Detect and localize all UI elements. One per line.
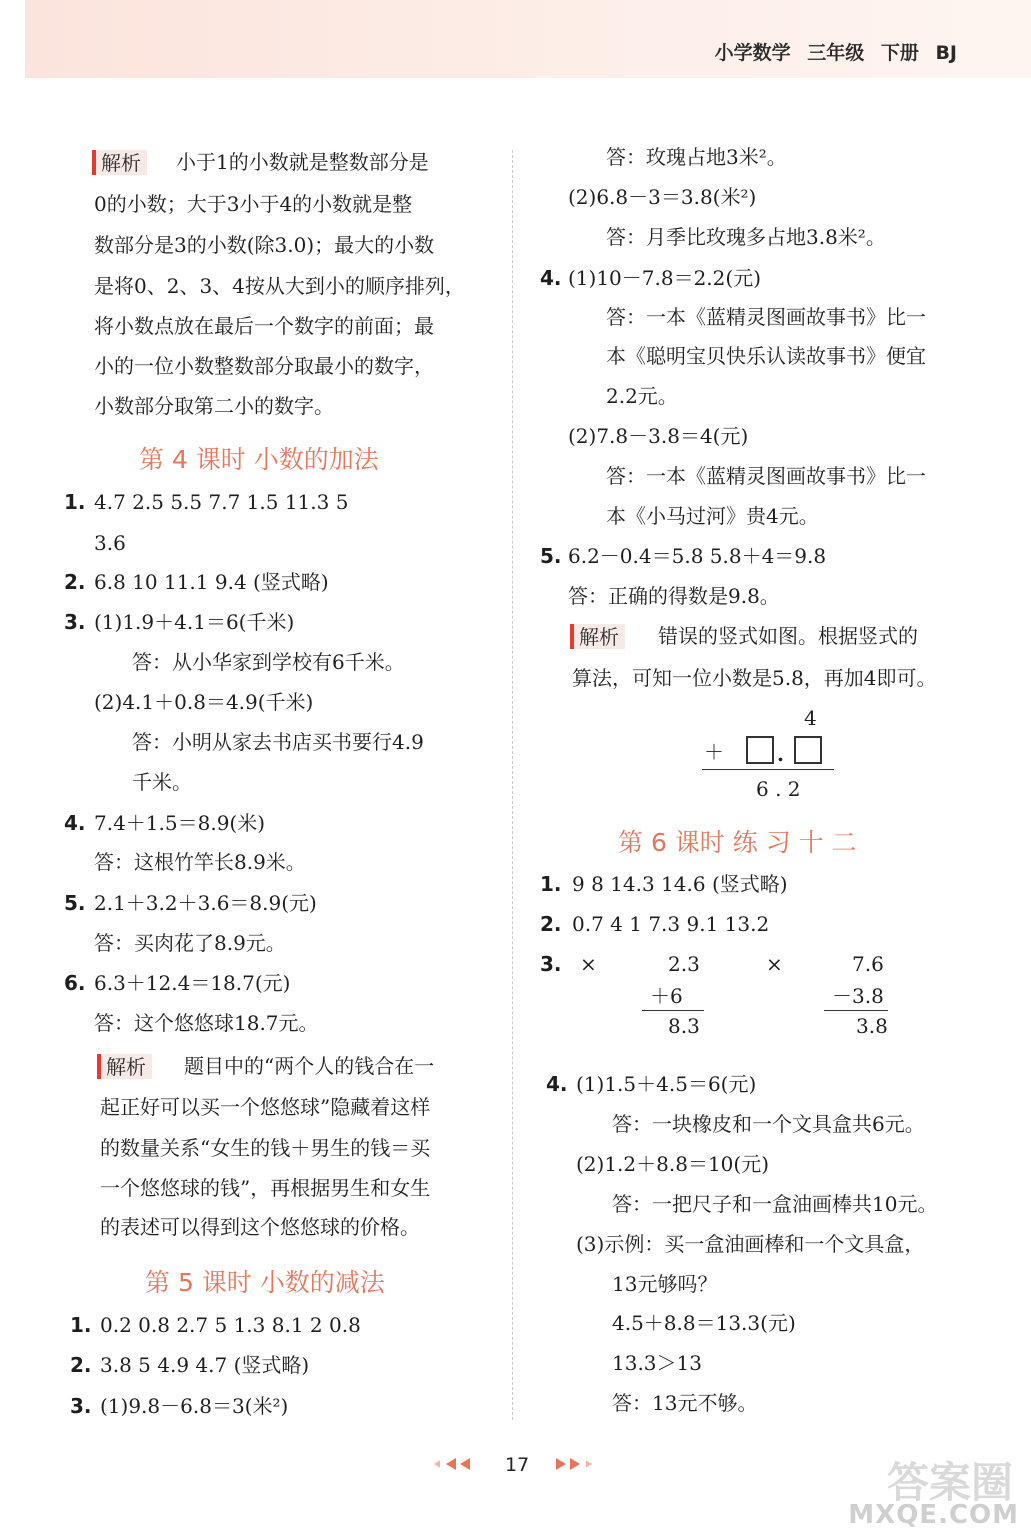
blank-box [746,736,774,764]
question-number: 2. [70,1353,92,1377]
answer-line: (2)7.8－3.8＝4(元) [568,424,749,448]
question-number: 5. [64,891,86,915]
analysis-text: 一个悠悠球的钱”，再根据男生和女生 [100,1176,431,1200]
answer-line: 答：一本《蓝精灵图画故事书》比一 [606,305,926,329]
answer-line: 答：一把尺子和一盒油画棒共10元。 [612,1192,938,1216]
analysis-text: 0的小数；大于3小于4的小数就是整 [94,192,413,216]
answer-line: 0.7 4 1 7.3 9.1 13.2 [572,912,770,936]
question-number: 4. [540,266,562,290]
analysis-badge: 解析 [570,624,625,649]
watermark-logo: 答案圈 [886,1458,1013,1507]
vertical-operand: ＋6 [650,984,683,1008]
question-number: 5. [540,544,562,568]
question-number: 3. [540,952,562,976]
prev-arrows-icon [432,1458,470,1470]
analysis-text: 的数量关系“女生的钱＋男生的钱＝买 [100,1136,431,1160]
question-number: 4. [546,1072,568,1096]
sum-line [702,769,834,770]
answer-line: 本《小马过河》贵4元。 [606,504,819,528]
question-number: 3. [70,1394,92,1418]
page-number: 17 [505,1454,530,1476]
analysis-text: 将小数点放在最后一个数字的前面；最 [94,314,434,338]
question-number: 3. [64,610,86,634]
answer-line: 答：13元不够。 [612,1391,758,1415]
column-divider [512,150,513,1420]
analysis-text: 起正好可以买一个悠悠球”隐藏着这样 [100,1095,431,1119]
answer-line: 3.8 5 4.9 4.7 (竖式略) [100,1353,310,1377]
analysis-text: 小于1的小数就是整数部分是 [176,150,429,174]
answer-line: 答：买肉花了8.9元。 [94,931,286,955]
answer-line: 2.1＋3.2＋3.6＝8.9(元) [94,891,317,915]
answer-line: 6.3＋12.4＝18.7(元) [94,971,291,995]
answer-line: 13.3＞13 [612,1351,702,1375]
analysis-text: 题目中的“两个人的钱合在一 [184,1054,435,1078]
answer-line: 答：一本《蓝精灵图画故事书》比一 [606,464,926,488]
section-title: 第 5 课时 小数的减法 [145,1268,385,1297]
answer-line: 本《聪明宝贝快乐认读故事书》便宜 [606,344,926,368]
answer-line: (1)10－7.8＝2.2(元) [568,266,761,290]
answer-line: 答：玫瑰占地3米²。 [606,145,787,169]
answer-line: 7.4＋1.5＝8.9(米) [94,811,266,835]
answer-line: (2)6.8－3＝3.8(米²) [568,185,757,209]
question-number: 1. [64,490,86,514]
answer-line: (2)4.1＋0.8＝4.9(千米) [94,690,314,714]
question-number: 1. [70,1313,92,1337]
analysis-badge: 解析 [92,150,147,175]
vertical-result: 6 . 2 [756,777,801,801]
answer-line: (1)1.5＋4.5＝6(元) [576,1072,757,1096]
answer-line: 0.2 0.8 2.7 5 1.3 8.1 2 0.8 [100,1313,361,1337]
answer-line: 千米。 [132,770,192,794]
answer-line: 答：从小华家到学校有6千米。 [132,650,405,674]
analysis-text: 算法，可知一位小数是5.8，再加4即可。 [572,666,937,690]
question-number: 6. [64,971,86,995]
answer-line: 9 8 14.3 14.6 (竖式略) [572,872,788,896]
answer-line: 2.2元。 [606,384,678,408]
answer-line: (1)1.9＋4.1＝6(千米) [94,610,295,634]
question-number: 2. [540,912,562,936]
vertical-top-digit: 4 [804,706,817,730]
answer-line: 答：小明从家去书店买书要行4.9 [132,730,424,754]
answer-line: 答：这个悠悠球18.7元。 [94,1011,319,1035]
book-header: 小学数学 三年级 下册 BJ [714,42,957,64]
analysis-text: 错误的竖式如图。根据竖式的 [658,624,918,648]
decimal-point: . [777,742,784,766]
watermark-url: MXQE.COM [848,1500,1019,1530]
answer-line: 答：一块橡皮和一个文具盒共6元。 [612,1112,925,1136]
analysis-text: 是将0、2、3、4按从大到小的顺序排列， [94,274,465,298]
sum-line [642,1010,704,1011]
vertical-top: 2.3 [668,952,700,976]
answer-line: 4.5＋8.8＝13.3(元) [612,1311,796,1335]
wrong-mark: × [766,952,783,976]
section-title: 第 6 课时 练 习 十 二 [618,828,857,857]
plus-sign: ＋ [704,740,724,764]
answer-line: 4.7 2.5 5.5 7.7 1.5 11.3 5 [94,490,349,514]
analysis-text: 的表述可以得到这个悠悠球的价格。 [100,1215,420,1239]
next-arrows-icon [556,1458,594,1470]
answer-line: 6.8 10 11.1 9.4 (竖式略) [94,570,329,594]
answer-line: (3)示例：买一盒油画棒和一个文具盒， [576,1232,925,1256]
answer-line: 答：这根竹竿长8.9米。 [94,850,306,874]
question-number: 2. [64,570,86,594]
analysis-text: 小数部分取第二小的数字。 [94,394,334,418]
answer-line: 6.2－0.4＝5.8 5.8＋4＝9.8 [568,544,827,568]
answer-line: 答：正确的得数是9.8。 [568,584,780,608]
vertical-result: 8.3 [668,1014,700,1038]
vertical-top: 7.6 [852,952,884,976]
answer-line: 答：月季比玫瑰多占地3.8米²。 [606,225,886,249]
difference-line [824,1010,888,1011]
analysis-text: 小的一位小数整数部分取最小的数字， [94,354,434,378]
section-title: 第 4 课时 小数的加法 [139,445,379,474]
analysis-badge: 解析 [97,1054,152,1079]
answer-line: (2)1.2＋8.8＝10(元) [576,1152,769,1176]
question-number: 4. [64,811,86,835]
watermark [848,1450,1023,1530]
blank-box [794,736,822,764]
analysis-text: 数部分是3的小数(除3.0)；最大的小数 [94,233,435,257]
vertical-operand: －3.8 [832,984,884,1008]
answer-line: 13元够吗？ [612,1272,718,1296]
answer-line: 3.6 [94,531,126,555]
vertical-result: 3.8 [856,1014,888,1038]
wrong-mark: × [580,952,597,976]
question-number: 1. [540,872,562,896]
answer-line: (1)9.8－6.8＝3(米²) [100,1394,289,1418]
